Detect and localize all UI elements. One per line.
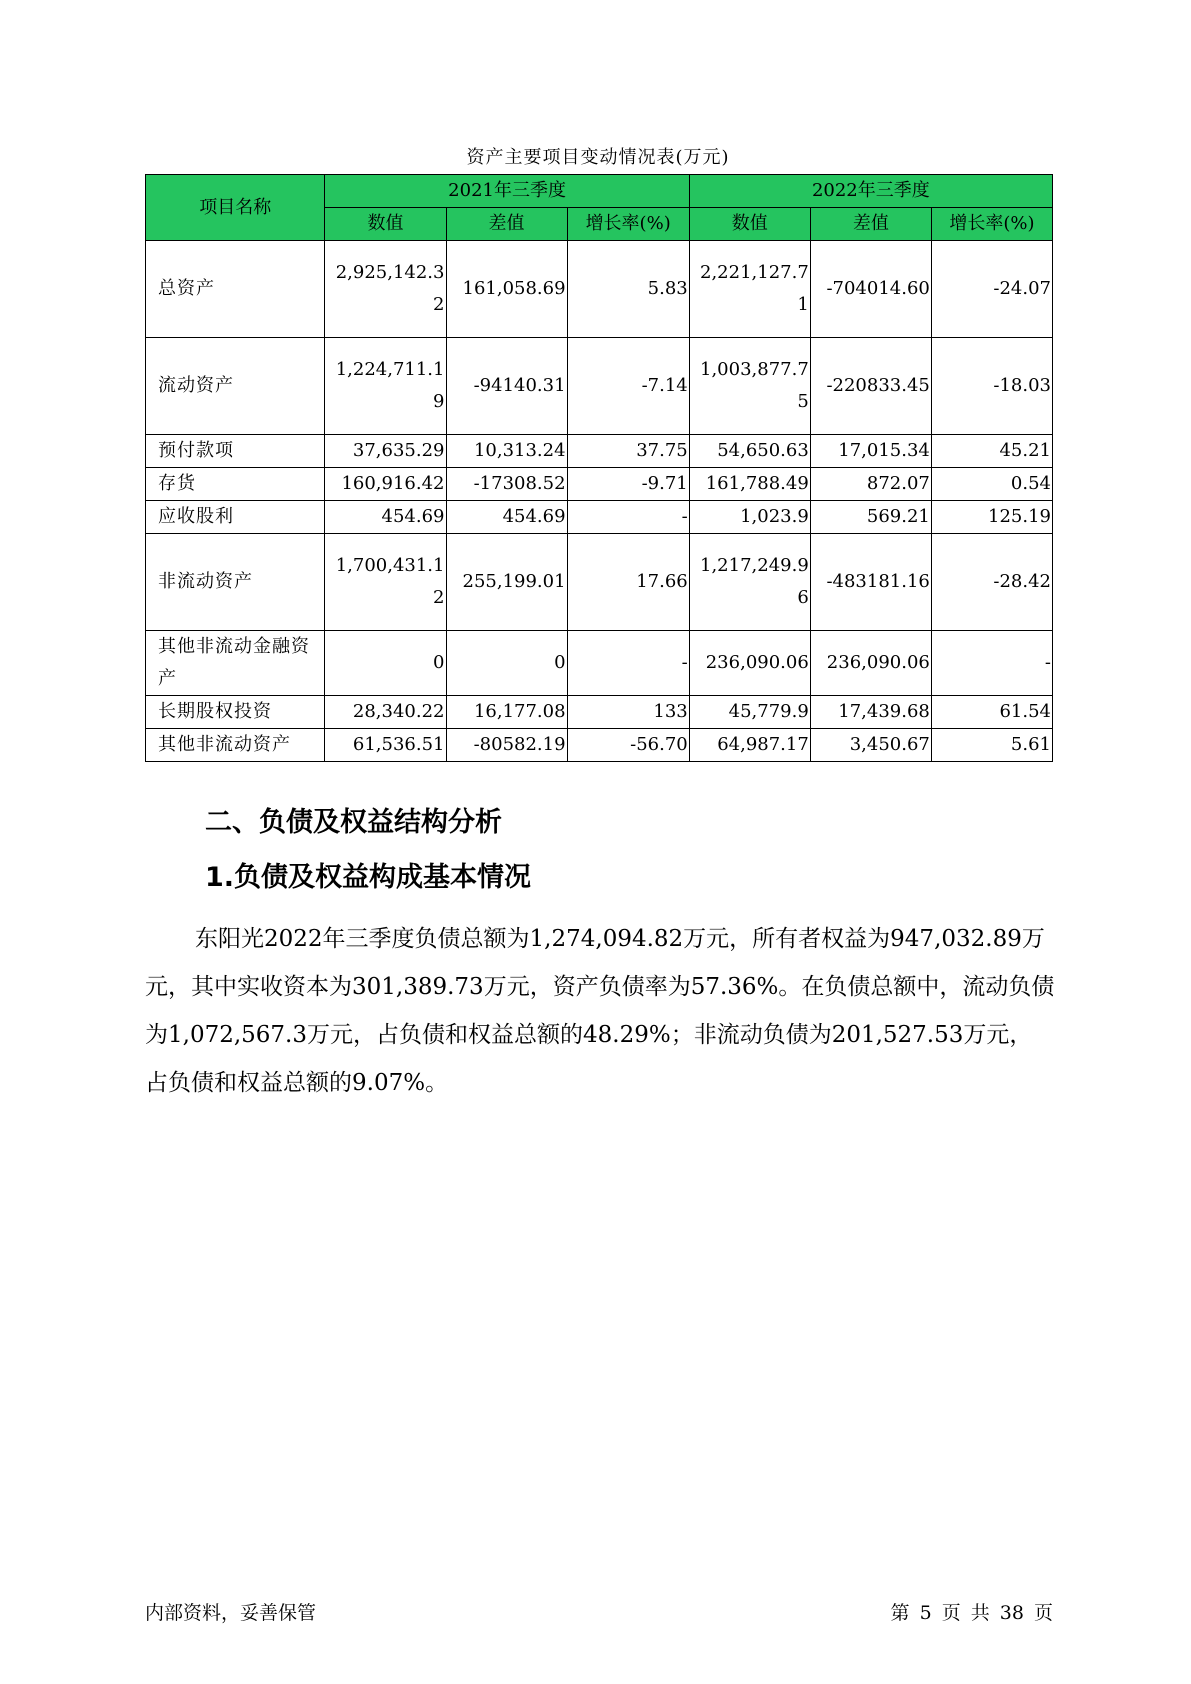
table-row	[146, 696, 1053, 729]
header-value-2021: 数值	[325, 208, 446, 241]
cell-diff-2022: 236,090.06	[810, 631, 931, 696]
body-paragraph: 东阳光2022年三季度负债总额为1,274,094.82万元，所有者权益为947,032.89万元，其中实收资本为301,389.73万元，资产负债率为57.36%。在负债总额中，流动负债为1,072,567.3万元，占负债和权益总额的48.29%；非流动负债为201,527.53万元，占负债和权益总额的9.07%。	[145, 926, 1055, 1096]
cell-value-2021: 160,916.42	[325, 468, 446, 501]
cell-diff-2021: 10,313.24	[446, 435, 567, 468]
row-name: 流动资产	[146, 338, 325, 435]
cell-value-2021: 28,340.22	[325, 696, 446, 729]
cell-growth-2021: 5.83	[567, 241, 689, 338]
cell-value-2021: 2,925,142.32	[325, 241, 446, 338]
row-name: 应收股利	[146, 501, 325, 534]
cell-diff-2021: -80582.19	[446, 729, 567, 762]
cell-value-2022: 161,788.49	[689, 468, 810, 501]
cell-growth-2022: -18.03	[931, 338, 1052, 435]
cell-growth-2022: 5.61	[931, 729, 1052, 762]
row-name: 其他非流动金融资产	[146, 631, 325, 696]
cell-diff-2022: 17,015.34	[810, 435, 931, 468]
cell-value-2022: 236,090.06	[689, 631, 810, 696]
header-growth-2022: 增长率(%)	[931, 208, 1052, 241]
cell-growth-2021: 37.75	[567, 435, 689, 468]
cell-value-2022: 64,987.17	[689, 729, 810, 762]
cell-growth-2021: -56.70	[567, 729, 689, 762]
cell-value-2022: 45,779.9	[689, 696, 810, 729]
cell-growth-2022: 45.21	[931, 435, 1052, 468]
cell-diff-2022: 3,450.67	[810, 729, 931, 762]
cell-growth-2022: -	[931, 631, 1052, 696]
table-row	[146, 338, 1053, 435]
header-value-2022: 数值	[689, 208, 810, 241]
cell-growth-2021: -	[567, 501, 689, 534]
footer-page-number: 第 5 页 共 38 页	[890, 1602, 1053, 1624]
header-period-2022: 2022年三季度	[689, 175, 1052, 208]
asset-change-table	[145, 174, 1053, 762]
cell-diff-2022: 872.07	[810, 468, 931, 501]
cell-growth-2021: 133	[567, 696, 689, 729]
cell-value-2022: 2,221,127.71	[689, 241, 810, 338]
cell-growth-2021: -	[567, 631, 689, 696]
cell-diff-2022: 569.21	[810, 501, 931, 534]
cell-value-2022: 1,023.9	[689, 501, 810, 534]
section-subheading: 1.负债及权益构成基本情况	[205, 862, 532, 893]
header-growth-2021: 增长率(%)	[567, 208, 689, 241]
cell-diff-2021: 16,177.08	[446, 696, 567, 729]
footer-confidential-note: 内部资料，妥善保管	[145, 1602, 317, 1624]
header-diff-2021: 差值	[446, 208, 567, 241]
cell-diff-2022: -483181.16	[810, 534, 931, 631]
cell-value-2021: 37,635.29	[325, 435, 446, 468]
cell-diff-2021: -17308.52	[446, 468, 567, 501]
table-caption: 资产主要项目变动情况表(万元)	[466, 147, 730, 168]
cell-value-2021: 0	[325, 631, 446, 696]
cell-value-2021: 454.69	[325, 501, 446, 534]
header-diff-2022: 差值	[810, 208, 931, 241]
cell-value-2021: 1,224,711.19	[325, 338, 446, 435]
cell-value-2022: 54,650.63	[689, 435, 810, 468]
header-period-2021: 2021年三季度	[325, 175, 689, 208]
cell-diff-2021: 161,058.69	[446, 241, 567, 338]
table-row	[146, 241, 1053, 338]
table-row	[146, 468, 1053, 501]
cell-growth-2022: -24.07	[931, 241, 1052, 338]
cell-diff-2021: 255,199.01	[446, 534, 567, 631]
row-name: 其他非流动资产	[146, 729, 325, 762]
row-name: 存货	[146, 468, 325, 501]
cell-growth-2021: -9.71	[567, 468, 689, 501]
cell-growth-2022: 125.19	[931, 501, 1052, 534]
cell-growth-2021: 17.66	[567, 534, 689, 631]
row-name: 预付款项	[146, 435, 325, 468]
table-row	[146, 501, 1053, 534]
section-heading: 二、负债及权益结构分析	[205, 807, 502, 838]
cell-growth-2022: 61.54	[931, 696, 1052, 729]
cell-growth-2022: 0.54	[931, 468, 1052, 501]
cell-diff-2021: 454.69	[446, 501, 567, 534]
cell-growth-2022: -28.42	[931, 534, 1052, 631]
cell-value-2022: 1,217,249.96	[689, 534, 810, 631]
table-row	[146, 435, 1053, 468]
header-item-name: 项目名称	[146, 175, 325, 241]
cell-value-2022: 1,003,877.75	[689, 338, 810, 435]
cell-diff-2021: 0	[446, 631, 567, 696]
cell-diff-2022: 17,439.68	[810, 696, 931, 729]
cell-growth-2021: -7.14	[567, 338, 689, 435]
cell-value-2021: 61,536.51	[325, 729, 446, 762]
cell-diff-2021: -94140.31	[446, 338, 567, 435]
table-row	[146, 631, 1053, 696]
row-name: 非流动资产	[146, 534, 325, 631]
row-name: 长期股权投资	[146, 696, 325, 729]
cell-value-2021: 1,700,431.12	[325, 534, 446, 631]
row-name: 总资产	[146, 241, 325, 338]
table-row	[146, 534, 1053, 631]
cell-diff-2022: -220833.45	[810, 338, 931, 435]
cell-diff-2022: -704014.60	[810, 241, 931, 338]
table-row	[146, 729, 1053, 762]
